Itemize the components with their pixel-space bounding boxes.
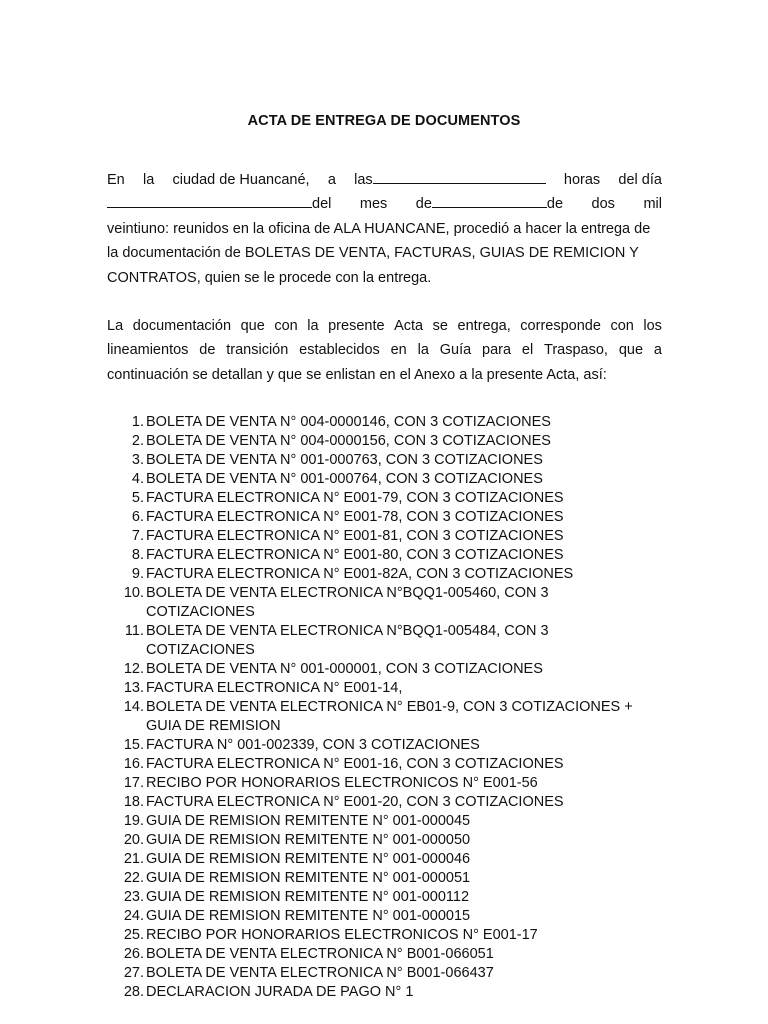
list-item-number: 17. <box>123 775 144 791</box>
paragraph-intro-line-1 <box>107 168 662 192</box>
list-item <box>120 888 680 907</box>
word: a <box>327 172 336 188</box>
word: con <box>274 318 298 334</box>
list-item-number: 22. <box>123 870 144 886</box>
word: En <box>107 172 125 188</box>
list-item-number: 18. <box>123 794 144 810</box>
word: Traspaso, <box>544 342 608 359</box>
word: la <box>142 172 155 188</box>
word: de <box>546 196 564 213</box>
paragraph-documentation <box>107 314 662 387</box>
list-item <box>120 584 680 622</box>
list-item-number: 10. <box>123 585 144 601</box>
list-item-number: 24. <box>123 908 144 924</box>
list-item <box>120 432 680 451</box>
list-item <box>120 736 680 755</box>
list-item-text: GUIA DE REMISION REMITENTE N° 001-000051 <box>146 870 471 886</box>
list-item-text: FACTURA ELECTRONICA N° E001-82A, CON 3 COTIZACIONES <box>146 566 574 582</box>
list-item <box>120 565 680 584</box>
word: en <box>390 342 407 359</box>
list-item-text: FACTURA ELECTRONICA N° E001-14, <box>146 680 403 696</box>
list-item-text-continued: COTIZACIONES <box>146 604 255 620</box>
document-title: ACTA DE ENTREGA DE DOCUMENTOS <box>247 113 521 129</box>
word: de <box>199 342 216 359</box>
word: transición <box>226 342 289 359</box>
word: corresponde <box>520 318 601 334</box>
list-item-number: 19. <box>123 813 144 829</box>
paragraph-documentation-line-3: continuación se detallan y que se enlistan en el Anexo a la presente Acta, así: <box>107 366 607 383</box>
list-item-number: 2. <box>131 433 144 449</box>
word: para <box>482 342 512 359</box>
word: que <box>618 342 644 359</box>
word: los <box>643 318 662 334</box>
list-item <box>120 546 680 565</box>
list-item-text: BOLETA DE VENTA N° 001-000763, CON 3 COTIZACIONES <box>146 452 543 468</box>
list-item-number: 13. <box>123 680 144 696</box>
list-item <box>120 508 680 527</box>
word: la <box>307 318 319 334</box>
list-item <box>120 622 680 660</box>
list-item-text: RECIBO POR HONORARIOS ELECTRONICOS N° E001-56 <box>146 775 538 791</box>
list-item-text: FACTURA N° 001-002339, CON 3 COTIZACIONES <box>146 737 480 753</box>
word: entrega, <box>457 318 511 334</box>
list-item-number: 21. <box>123 851 144 867</box>
list-item-number: 12. <box>123 661 144 677</box>
list-item-text: FACTURA ELECTRONICA N° E001-16, CON 3 COTIZACIONES <box>146 756 564 772</box>
list-item-text: GUIA DE REMISION REMITENTE N° 001-000046 <box>146 851 471 867</box>
list-item-text: BOLETA DE VENTA ELECTRONICA N°BQQ1-005484, CON 3 <box>146 623 549 639</box>
word: ciudad de Huancané, <box>172 172 310 188</box>
list-item <box>120 964 680 983</box>
word: mes <box>359 196 388 213</box>
list-item <box>120 755 680 774</box>
word: del día <box>618 172 662 188</box>
list-item-text: GUIA DE REMISION REMITENTE N° 001-000112 <box>146 889 470 905</box>
list-item-number: 20. <box>123 832 144 848</box>
word: a <box>653 342 662 359</box>
paragraph-intro-line-2 <box>107 192 662 216</box>
list-item <box>120 907 680 926</box>
word: del <box>312 196 332 213</box>
word: horas <box>563 172 601 188</box>
list-item-number: 11. <box>124 623 144 639</box>
list-item-number: 1. <box>131 414 144 430</box>
paragraph-intro <box>107 168 662 290</box>
list-item-text: FACTURA ELECTRONICA N° E001-78, CON 3 COTIZACIONES <box>146 509 564 525</box>
list-item-text-continued: GUIA DE REMISION <box>146 718 281 734</box>
list-item-text: BOLETA DE VENTA N° 001-000001, CON 3 COTIZACIONES <box>146 661 543 677</box>
list-item-text: DECLARACION JURADA DE PAGO N° 1 <box>146 984 414 1000</box>
word: las <box>354 172 373 188</box>
list-item <box>120 527 680 546</box>
list-item <box>120 679 680 698</box>
word: documentación <box>132 318 232 334</box>
list-item-text: FACTURA ELECTRONICA N° E001-80, CON 3 COTIZACIONES <box>146 547 564 563</box>
list-item-text: FACTURA ELECTRONICA N° E001-20, CON 3 COTIZACIONES <box>146 794 564 810</box>
word: que <box>240 318 265 334</box>
word: presente <box>328 318 385 334</box>
list-item-text: BOLETA DE VENTA N° 004-0000156, CON 3 COTIZACIONES <box>146 433 551 449</box>
day-blank-line <box>107 193 312 208</box>
paragraph-intro-line-3: veintiuno: reunidos en la oficina de ALA HUANCANE, procedió a hacer la entrega de <box>107 220 651 237</box>
list-item-text: GUIA DE REMISION REMITENTE N° 001-000045 <box>146 813 471 829</box>
list-item-number: 15. <box>123 737 144 753</box>
list-item-number: 8. <box>131 547 144 563</box>
word: establecidos <box>299 342 380 359</box>
list-item-number: 23. <box>123 889 144 905</box>
list-item <box>120 945 680 964</box>
list-item <box>120 413 680 432</box>
document-item-list <box>120 413 680 1002</box>
paragraph-intro-line-5: CONTRATOS, quien se le procede con la entrega. <box>107 269 432 286</box>
word: mil <box>643 196 662 213</box>
list-item-number: 6. <box>131 509 144 525</box>
list-item <box>120 869 680 888</box>
list-item-text: FACTURA ELECTRONICA N° E001-79, CON 3 COTIZACIONES <box>146 490 564 506</box>
list-item-number: 16. <box>123 756 144 772</box>
list-item <box>120 660 680 679</box>
list-item <box>120 926 680 945</box>
list-item <box>120 793 680 812</box>
list-item <box>120 812 680 831</box>
list-item-text-continued: COTIZACIONES <box>146 642 255 658</box>
list-item <box>120 489 680 508</box>
list-item-text: GUIA DE REMISION REMITENTE N° 001-000015 <box>146 908 471 924</box>
list-item-number: 4. <box>131 471 144 487</box>
list-item <box>120 983 680 1002</box>
hour-blank-line <box>373 169 546 184</box>
list-item-text: BOLETA DE VENTA ELECTRONICA N° B001-066437 <box>146 965 494 981</box>
list-item <box>120 831 680 850</box>
list-item-text: BOLETA DE VENTA ELECTRONICA N° B001-066051 <box>146 946 494 962</box>
list-item <box>120 470 680 489</box>
list-item-number: 5. <box>131 490 144 506</box>
word: de <box>415 196 432 213</box>
word: se <box>432 318 448 334</box>
list-item-number: 28. <box>123 984 144 1000</box>
word-with-blank <box>416 192 563 216</box>
word: lineamientos <box>107 342 189 359</box>
list-item <box>120 451 680 470</box>
word: Acta <box>394 318 424 334</box>
list-item-text: BOLETA DE VENTA N° 004-0000146, CON 3 COTIZACIONES <box>146 414 551 430</box>
list-item-number: 27. <box>123 965 144 981</box>
word: Guía <box>439 342 472 359</box>
word-with-blank <box>354 168 546 192</box>
list-item-number: 7. <box>131 528 144 544</box>
list-item <box>120 698 680 736</box>
word: con <box>610 318 634 334</box>
list-item-number: 14. <box>123 699 144 715</box>
list-item-text: RECIBO POR HONORARIOS ELECTRONICOS N° E001-17 <box>146 927 538 943</box>
list-item-text: GUIA DE REMISION REMITENTE N° 001-000050 <box>146 832 471 848</box>
paragraph-documentation-line-2 <box>107 338 662 362</box>
paragraph-documentation-line-1 <box>107 314 662 338</box>
list-item-text: BOLETA DE VENTA N° 001-000764, CON 3 COTIZACIONES <box>146 471 543 487</box>
list-item <box>120 774 680 793</box>
list-item-number: 9. <box>131 566 144 582</box>
paragraph-intro-line-4: la documentación de BOLETAS DE VENTA, FACTURAS, GUIAS DE REMICION Y <box>107 245 639 262</box>
word: la <box>417 342 429 359</box>
list-item-number: 3. <box>131 452 144 468</box>
list-item-text: FACTURA ELECTRONICA N° E001-81, CON 3 COTIZACIONES <box>146 528 564 544</box>
month-blank-line <box>432 193 547 208</box>
list-item-text: BOLETA DE VENTA ELECTRONICA N° EB01-9, CON 3 COTIZACIONES + <box>146 699 633 715</box>
word: el <box>521 342 534 359</box>
list-item <box>120 850 680 869</box>
word-with-blank <box>107 192 331 216</box>
list-item-number: 26. <box>123 946 144 962</box>
word: dos <box>591 196 615 213</box>
list-item-number: 25. <box>123 927 144 943</box>
word: La <box>107 318 124 334</box>
list-item-text: BOLETA DE VENTA ELECTRONICA N°BQQ1-005460, CON 3 <box>146 585 549 601</box>
